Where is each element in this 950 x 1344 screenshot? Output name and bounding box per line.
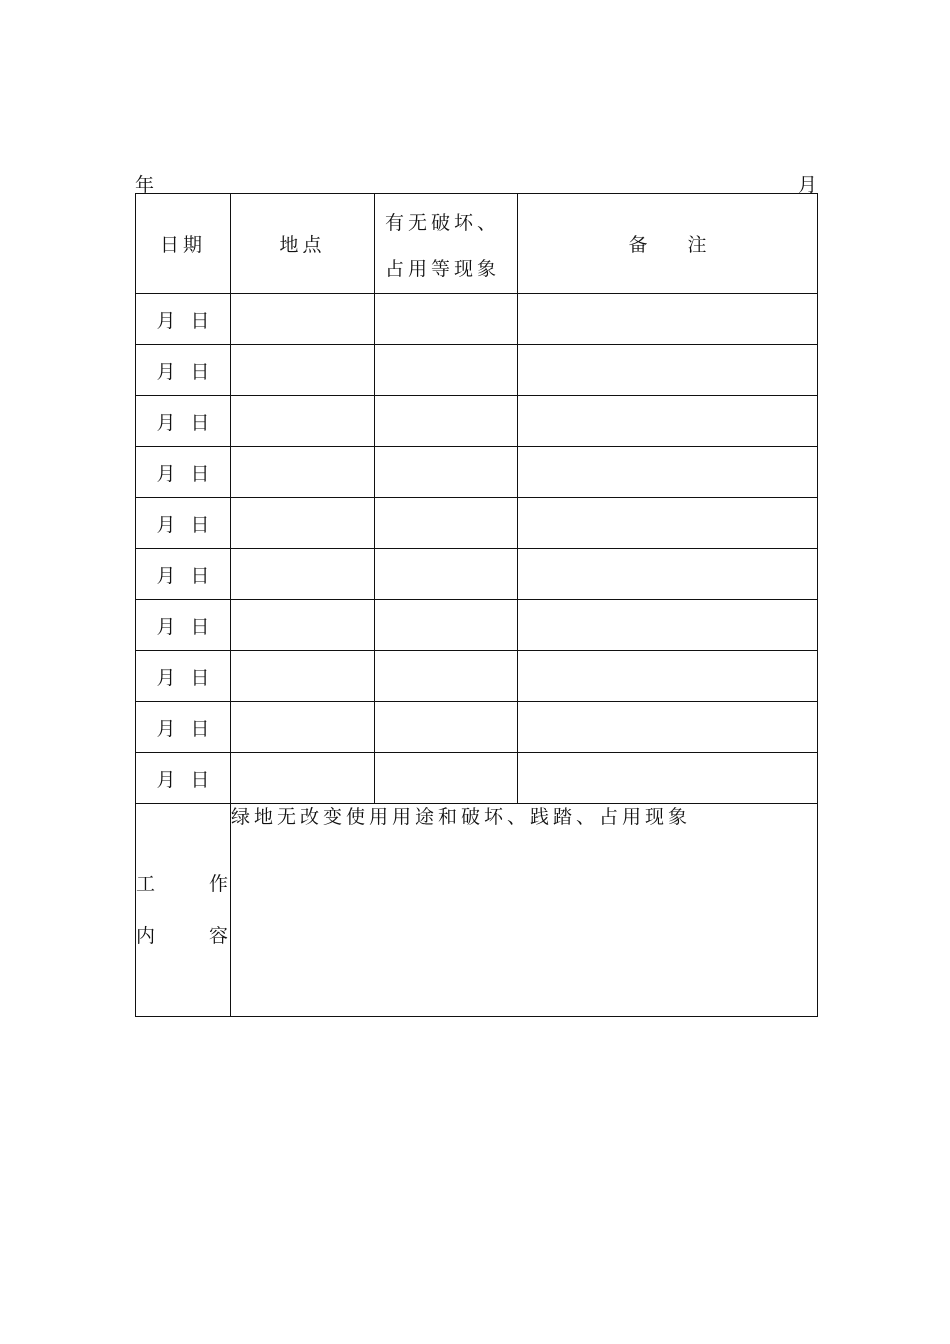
date-cell [136,447,231,498]
day-text: 日 [190,411,210,434]
notes-cell[interactable] [518,396,818,447]
work-content-row [136,804,818,1017]
table-row [136,600,818,651]
notes-cell[interactable] [518,345,818,396]
date-cell [136,396,231,447]
month-text: 月 [156,360,176,383]
day-text: 日 [190,513,210,536]
damage-cell[interactable] [375,447,518,498]
place-cell[interactable] [231,447,375,498]
month-label: 月 [797,174,817,196]
date-cell [136,753,231,804]
place-cell[interactable] [231,600,375,651]
damage-cell[interactable] [375,702,518,753]
place-cell[interactable] [231,294,375,345]
table-row [136,549,818,600]
notes-cell[interactable] [518,447,818,498]
work-label-char: 容 [208,925,228,947]
date-cell [136,294,231,345]
notes-cell[interactable] [518,498,818,549]
date-cell [136,549,231,600]
damage-cell[interactable] [375,498,518,549]
year-label: 年 [135,174,155,196]
month-text: 月 [156,666,176,689]
month-text: 月 [156,462,176,485]
month-text: 月 [156,615,176,638]
day-text: 日 [190,360,210,383]
column-header-damage: 有无破坏、占用等现象 [375,194,518,294]
place-cell[interactable] [231,345,375,396]
date-cell [136,702,231,753]
day-text: 日 [190,462,210,485]
table-row [136,753,818,804]
table-row [136,345,818,396]
work-label-char: 作 [208,873,228,895]
month-text: 月 [156,309,176,332]
place-cell[interactable] [231,651,375,702]
place-cell[interactable] [231,396,375,447]
table-row [136,396,818,447]
month-text: 月 [156,564,176,587]
notes-cell[interactable] [518,600,818,651]
damage-cell[interactable] [375,294,518,345]
month-text: 月 [156,513,176,536]
table-row [136,651,818,702]
table-row [136,447,818,498]
day-text: 日 [190,768,210,791]
column-header-place: 地点 [231,194,375,294]
table-header-row [136,194,818,294]
notes-header-first: 备 [628,234,648,256]
date-cell [136,498,231,549]
damage-cell[interactable] [375,651,518,702]
notes-header-second: 注 [687,234,707,256]
notes-cell[interactable] [518,753,818,804]
column-header-notes [518,194,818,294]
work-label-char: 工 [136,873,156,895]
place-cell[interactable] [231,549,375,600]
day-text: 日 [190,717,210,740]
date-cell [136,345,231,396]
month-text: 月 [156,411,176,434]
inspection-log-table [135,193,818,1017]
place-cell[interactable] [231,753,375,804]
work-content-label [136,804,231,1017]
notes-cell[interactable] [518,549,818,600]
notes-cell[interactable] [518,702,818,753]
day-text: 日 [190,615,210,638]
work-label-char: 内 [136,925,156,947]
damage-cell[interactable] [375,345,518,396]
notes-cell[interactable] [518,651,818,702]
table-row [136,702,818,753]
date-cell [136,600,231,651]
day-text: 日 [190,666,210,689]
day-text: 日 [190,564,210,587]
work-content-text[interactable]: 绿地无改变使用用途和破坏、践踏、占用现象 [231,804,818,1017]
notes-cell[interactable] [518,294,818,345]
page-header [135,170,817,194]
place-cell[interactable] [231,498,375,549]
column-header-date: 日期 [136,194,231,294]
damage-cell[interactable] [375,549,518,600]
day-text: 日 [190,309,210,332]
damage-cell[interactable] [375,753,518,804]
damage-cell[interactable] [375,600,518,651]
month-text: 月 [156,717,176,740]
date-cell [136,651,231,702]
table-row [136,498,818,549]
table-row [136,294,818,345]
place-cell[interactable] [231,702,375,753]
month-text: 月 [156,768,176,791]
damage-cell[interactable] [375,396,518,447]
